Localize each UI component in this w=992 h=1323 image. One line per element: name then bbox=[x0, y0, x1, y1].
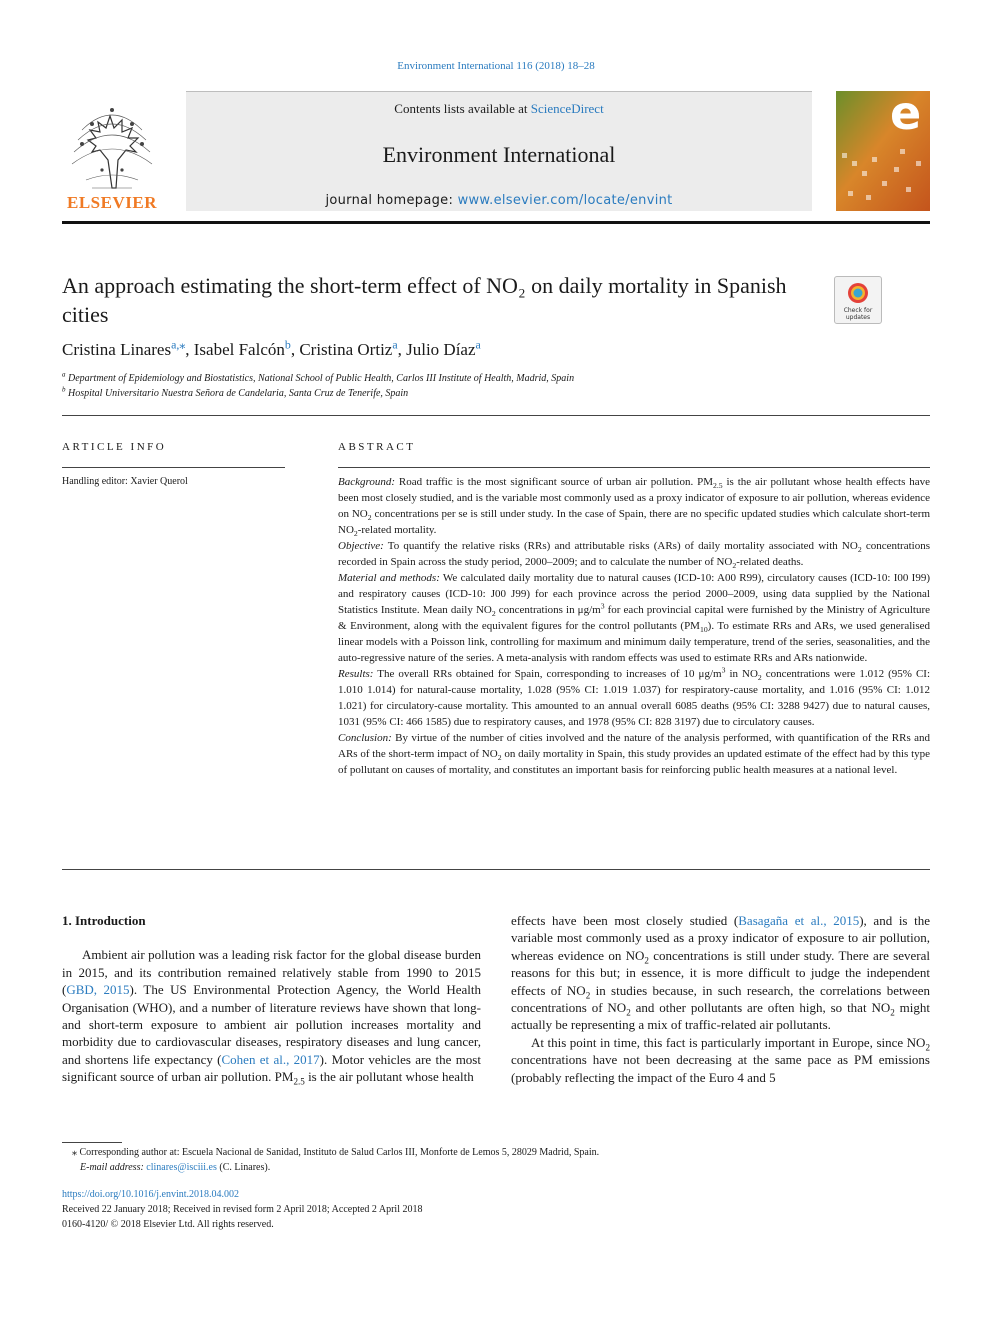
homepage-link[interactable]: www.elsevier.com/locate/envint bbox=[457, 193, 673, 208]
sciencedirect-link[interactable]: ScienceDirect bbox=[530, 101, 604, 116]
received-dates: Received 22 January 2018; Received in revised form 2 April 2018; Accepted 2 April 2018 bbox=[62, 1204, 423, 1215]
affiliation-b bbox=[62, 385, 409, 399]
citation-link[interactable]: Cohen et al., 2017 bbox=[221, 1051, 320, 1067]
handling-editor: Handling editor: Xavier Querol bbox=[62, 476, 188, 487]
contents-prefix: Contents lists available at bbox=[394, 101, 531, 116]
section-heading: 1. Introduction bbox=[62, 913, 146, 928]
author-affil-sup[interactable]: a,⁎ bbox=[171, 337, 186, 352]
affil-marker: a bbox=[62, 370, 66, 379]
author-name[interactable]: Cristina Linares bbox=[62, 340, 172, 359]
footnote-divider bbox=[62, 1142, 122, 1143]
email-note bbox=[80, 1162, 270, 1173]
divider bbox=[62, 415, 930, 416]
elsevier-wordmark: ELSEVIER bbox=[67, 193, 157, 212]
svg-text:e: e bbox=[890, 91, 922, 140]
corresponding-label: Corresponding author at: bbox=[79, 1147, 180, 1158]
author-list: Cristina Linares$^{a,⁎}$, Isabel Falcón$^b$, Cristina Ortiz$^a$, Julio Díaz$^a$ bbox=[62, 337, 481, 359]
body-paragraph: At this point in time, this fact is particularly important in Europe, since $NO_2$ concentrations have not been decreasing at the same pace as PM emissions (probably reflecting the impact of the Euro 4 and 5 bbox=[511, 1034, 930, 1085]
abstract-methods: Material and methods: We calculated daily mortality due to natural causes (ICD-10: A00 R99), circulatory causes (ICD-10: I00 I99) and respiratory causes (ICD-10: J00 J99) for each province across the period 2000–2009, using data supplied by the National Statistics Institute. Mean daily $NO_2$ concentrations in $\mu g/m^3$ for each provincial capital were furnished by the Ministry of Agriculture & Environment, along with the equivalent figures for the control pollutants $(PM_{10})$. To estimate RRs and ARs, we used generalised linear models with a Poisson link, controlling for maximum and minimum daily temperature, trend of the series, seasonalities, and the auto-regressive nature of the series. A meta-analysis with random effects was used to estimate RRs and ARs nationwide. bbox=[338, 572, 930, 664]
author-affil-sup[interactable]: b bbox=[284, 337, 291, 352]
abstract-results: Results: The overall RRs obtained for Spain, corresponding to increases of 10 $\mu g/m^3$ in $NO_2$ concentrations were 1.012 (95% CI: 1.010 1.014) for natural-cause mortality, 1.028 (95% CI: 1.019 1.037) for respiratory-cause mortality, and 1.016 (95% CI: 1.012 1.021) for circulatory-cause mortality. This amounted to an annual overall 6085 deaths (95% CI: 3288 9427) due to natural causes, 1031 (95% CI: 466 1585) due to respiratory causes, and 1978 (95% CI: 828 3197) due to circulatory causes. bbox=[338, 665, 930, 728]
journal-homepage bbox=[186, 193, 812, 208]
abstract-conclusion: Conclusion: By virtue of the number of cities involved and the nature of the analysis performed, with quantification of the RRs and ARs of the short-term impact of $NO_2$ on daily mortality in Spain, this study provides an updated estimate of the effect had by this type of pollutant on causes of mortality, and constitutes an important basis for reinforcing public health measures at a national level. bbox=[338, 732, 931, 776]
abstract-label: Background: bbox=[338, 476, 396, 488]
body-column-left bbox=[62, 912, 481, 1086]
divider bbox=[62, 467, 285, 468]
abstract-label: Material and methods: bbox=[338, 572, 440, 584]
article-title: An approach estimating the short-term effect of NO₂ on daily mortality in Spanish cities bbox=[62, 273, 787, 327]
author-affil-sup[interactable]: a bbox=[392, 337, 398, 352]
check-updates-line1: Check for bbox=[843, 307, 873, 314]
author-name[interactable]: Julio Díaz bbox=[406, 340, 476, 359]
body-column-right bbox=[511, 912, 930, 1086]
affil-marker: b bbox=[62, 385, 66, 394]
citation-link[interactable]: Basagaña et al., 2015 bbox=[738, 913, 860, 928]
abstract-label: Objective: bbox=[338, 540, 384, 552]
contents-line bbox=[186, 101, 812, 117]
affil-text: Hospital Universitario Nuestra Señora de Candelaria, Santa Cruz de Tenerife, Spain bbox=[68, 388, 409, 399]
author-name[interactable]: Isabel Falcón bbox=[193, 340, 285, 359]
check-for-updates-button[interactable] bbox=[834, 276, 882, 324]
article-info-heading: ARTICLE INFO bbox=[62, 441, 167, 453]
abstract-background: Background: Road traffic is the most significant source of urban air pollution. $PM_{2.5}$ is the air pollutant whose health effects have been most closely studied, and is the variable most commonly used as a proxy indicator of exposure to air pollution, whereas evidence on $NO_2$ concentrations per se is still under study. In the case of Spain, there are no specific updated studies which calculate short-term $NO_2$-related mortality. bbox=[338, 476, 931, 539]
affil-text: Department of Epidemiology and Biostatistics, National School of Public Health, Carlos III Institute of Health, Madrid, Spain bbox=[68, 373, 575, 384]
journal-title: Environment International bbox=[382, 142, 616, 167]
header-divider bbox=[62, 221, 930, 224]
abstract-body bbox=[338, 474, 930, 778]
citation-link[interactable]: GBD, 2015 bbox=[66, 982, 130, 998]
abstract-label: Results: bbox=[338, 668, 374, 680]
author-affil-sup[interactable]: a bbox=[475, 337, 481, 352]
abstract-label: Conclusion: bbox=[338, 732, 392, 744]
divider bbox=[338, 467, 930, 468]
abstract-heading: ABSTRACT bbox=[338, 441, 416, 453]
check-updates-line2: updates bbox=[845, 314, 871, 321]
email-link[interactable]: clinares@isciii.es bbox=[146, 1162, 217, 1173]
homepage-prefix: journal homepage: bbox=[325, 193, 458, 208]
corresponding-address: Escuela Nacional de Sanidad, Instituto de Salud Carlos III, Monforte de Lemos 5, 28029 Madrid, Spain. bbox=[181, 1147, 600, 1158]
email-suffix: (C. Linares). bbox=[219, 1162, 271, 1173]
copyright-line: 0160-4120/ © 2018 Elsevier Ltd. All rights reserved. bbox=[62, 1219, 274, 1230]
author-name[interactable]: Cristina Ortiz bbox=[299, 340, 393, 359]
body-paragraph: Ambient air pollution was a leading risk factor for the global disease burden in 2015, and its contribution remained relatively stable from 1990 to 2015 (GBD, 2015). The US Environmental Protection Agency, the World Health Organisation (WHO), and a number of literature reviews have shown that long- and short-term exposure to ambient air pollution increases mortality and morbidity due to cardiovascular diseases, respiratory diseases and lung cancer, and shortens life expectancy (Cohen et al., 2017). Motor vehicles are the most significant source of urban air pollution. $PM_{2.5}$ is the air pollutant whose health bbox=[62, 947, 481, 1087]
doi-link[interactable]: https://doi.org/10.1016/j.envint.2018.04.002 bbox=[62, 1189, 240, 1200]
journal-citation-link[interactable]: Environment International 116 (2018) 18–28 bbox=[397, 60, 595, 72]
affiliation-a bbox=[62, 370, 575, 384]
divider bbox=[62, 869, 930, 870]
email-label: E-mail address: bbox=[80, 1162, 144, 1173]
abstract-objective: Objective: To quantify the relative risks (RRs) and attributable risks (ARs) of daily mortality associated with $NO_2$ concentrations recorded in Spain across the study period, 2000–2009; and to calculate the number of $NO_2$-related deaths. bbox=[338, 540, 930, 571]
check-updates-icon bbox=[835, 277, 881, 323]
journal-cover-image[interactable] bbox=[836, 91, 930, 211]
corresponding-author-note: ⁎ Corresponding author at: Escuela Nacional de Sanidad, Instituto de Salud Carlos III, Monforte de Lemos 5, 28029 Madrid, Spain. bbox=[72, 1147, 600, 1158]
body-paragraph: effects have been most closely studied (Basagaña et al., 2015), and is the variable most commonly used as a proxy indicator of exposure to air pollution, whereas evidence on $NO_2$ concentrations is still under study. There are several reasons for this but; in essence, it is more difficult to judge the independent effects of $NO_2$ in studies because, in such research, the correlations between concentrations of $NO_2$ and other pollutants are often high, so that $NO_2$ might actually be representing a mix of traffic-related air pollutants. bbox=[511, 913, 931, 1033]
